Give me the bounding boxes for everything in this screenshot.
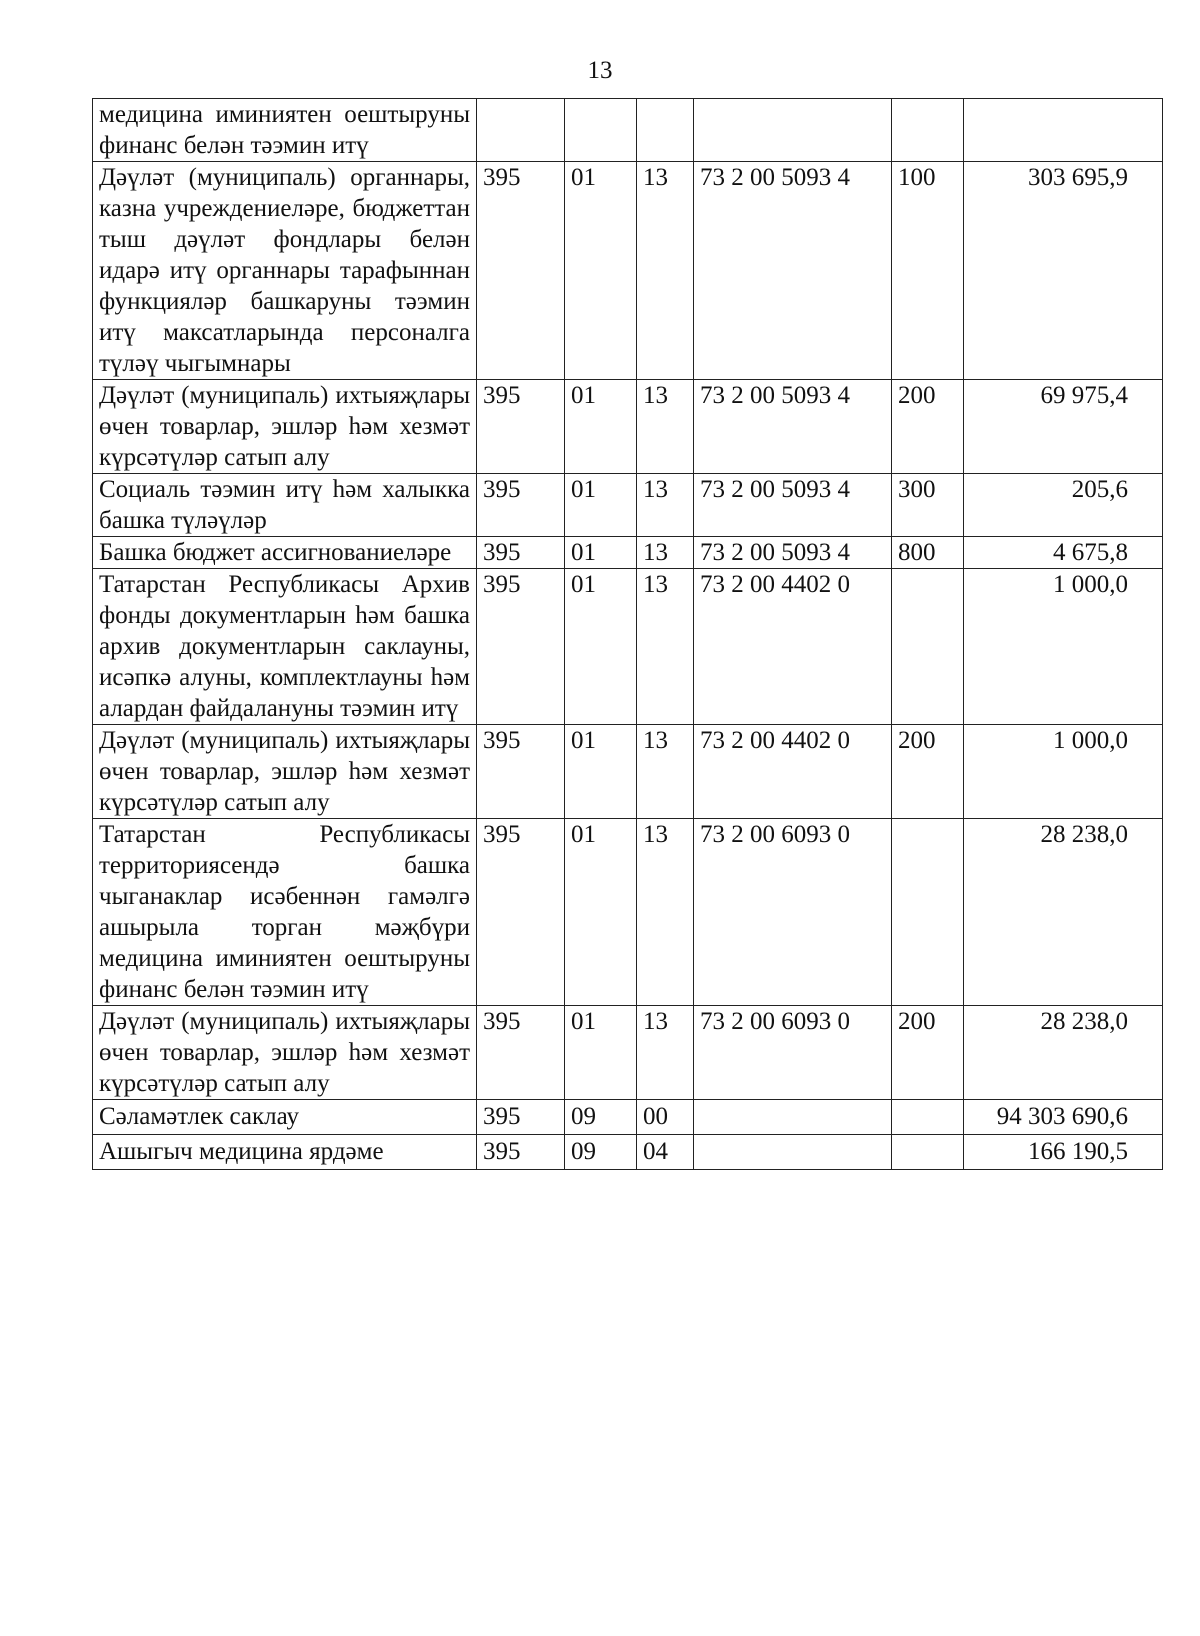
- table-row: [93, 725, 1163, 819]
- amount: 94 303 690,6: [964, 1100, 1163, 1135]
- table-row: [93, 819, 1163, 1006]
- amount: 4 675,8: [964, 537, 1163, 569]
- page-number: 13: [587, 57, 613, 84]
- expense-type-code: [892, 1135, 964, 1170]
- target-article-code: [694, 99, 892, 162]
- expense-type-code: [892, 569, 964, 725]
- expense-type-code: 100: [892, 162, 964, 380]
- row-description: Дәүләт (муниципаль) органнары, казна учреждениеләре, бюджеттан тыш дәүләт фондлары белән идарә итү органнары тарафыннан функцияләр башкаруны тәэмин итү максатларында персоналга түләү чыгымнары: [93, 162, 477, 380]
- table-row: [93, 99, 1163, 162]
- row-description: медицина иминиятен оештыруны финанс белән тәэмин итү: [93, 99, 477, 162]
- subsection-code: 13: [637, 474, 694, 537]
- target-article-code: 73 2 00 4402 0: [694, 569, 892, 725]
- section-code: 01: [565, 162, 637, 380]
- ministry-code: [477, 99, 565, 162]
- row-description: Дәүләт (муниципаль) ихтыяҗлары өчен товарлар, эшләр һәм хезмәт күрсәтүләр сатып алу: [93, 725, 477, 819]
- subsection-code: 13: [637, 569, 694, 725]
- section-code: 01: [565, 380, 637, 474]
- ministry-code: 395: [477, 380, 565, 474]
- table-row: [93, 162, 1163, 380]
- target-article-code: 73 2 00 6093 0: [694, 819, 892, 1006]
- target-article-code: 73 2 00 5093 4: [694, 162, 892, 380]
- section-code: 01: [565, 537, 637, 569]
- expense-type-code: 200: [892, 1006, 964, 1100]
- ministry-code: 395: [477, 725, 565, 819]
- expense-type-code: [892, 1100, 964, 1135]
- section-code: 01: [565, 725, 637, 819]
- section-code: 09: [565, 1135, 637, 1170]
- row-description: Социаль тәэмин итү һәм халыкка башка түләүләр: [93, 474, 477, 537]
- row-description: Татарстан Республикасы территориясендә башка чыганаклар исәбеннән гамәлгә ашырыла торган мәҗбүри медицина иминиятен оештыруны финанс белән тәэмин итү: [93, 819, 477, 1006]
- expense-type-code: 200: [892, 725, 964, 819]
- subsection-code: 13: [637, 162, 694, 380]
- subsection-code: 13: [637, 380, 694, 474]
- row-description: Дәүләт (муниципаль) ихтыяҗлары өчен товарлар, эшләр һәм хезмәт күрсәтүләр сатып алу: [93, 380, 477, 474]
- subsection-code: 13: [637, 725, 694, 819]
- table-row: [93, 1100, 1163, 1135]
- expense-type-code: 800: [892, 537, 964, 569]
- target-article-code: 73 2 00 5093 4: [694, 380, 892, 474]
- ministry-code: 395: [477, 1006, 565, 1100]
- section-code: [565, 99, 637, 162]
- ministry-code: 395: [477, 819, 565, 1006]
- target-article-code: 73 2 00 4402 0: [694, 725, 892, 819]
- subsection-code: 13: [637, 537, 694, 569]
- table-row: [93, 569, 1163, 725]
- amount: 28 238,0: [964, 819, 1163, 1006]
- amount: [964, 99, 1163, 162]
- table-row: [93, 537, 1163, 569]
- amount: 1 000,0: [964, 725, 1163, 819]
- table-row: [93, 1006, 1163, 1100]
- ministry-code: 395: [477, 162, 565, 380]
- ministry-code: 395: [477, 569, 565, 725]
- section-code: 09: [565, 1100, 637, 1135]
- row-description: Ашыгыч медицина ярдәме: [93, 1135, 477, 1170]
- expense-type-code: 300: [892, 474, 964, 537]
- ministry-code: 395: [477, 474, 565, 537]
- target-article-code: 73 2 00 5093 4: [694, 537, 892, 569]
- section-code: 01: [565, 569, 637, 725]
- table-row: [93, 1135, 1163, 1170]
- subsection-code: 13: [637, 1006, 694, 1100]
- subsection-code: 04: [637, 1135, 694, 1170]
- expense-type-code: 200: [892, 380, 964, 474]
- row-description: Сәламәтлек саклау: [93, 1100, 477, 1135]
- target-article-code: [694, 1100, 892, 1135]
- subsection-code: 13: [637, 819, 694, 1006]
- row-description: Татарстан Республикасы Архив фонды документларын һәм башка архив документларын саклауны, исәпкә алуны, комплектлауны һәм алардан файдалануны тәэмин итү: [93, 569, 477, 725]
- amount: 303 695,9: [964, 162, 1163, 380]
- ministry-code: 395: [477, 1100, 565, 1135]
- target-article-code: 73 2 00 6093 0: [694, 1006, 892, 1100]
- target-article-code: [694, 1135, 892, 1170]
- amount: 1 000,0: [964, 569, 1163, 725]
- target-article-code: 73 2 00 5093 4: [694, 474, 892, 537]
- subsection-code: [637, 99, 694, 162]
- amount: 205,6: [964, 474, 1163, 537]
- expense-type-code: [892, 819, 964, 1006]
- table-row: [93, 474, 1163, 537]
- subsection-code: 00: [637, 1100, 694, 1135]
- section-code: 01: [565, 819, 637, 1006]
- amount: 69 975,4: [964, 380, 1163, 474]
- section-code: 01: [565, 1006, 637, 1100]
- row-description: Дәүләт (муниципаль) ихтыяҗлары өчен товарлар, эшләр һәм хезмәт күрсәтүләр сатып алу: [93, 1006, 477, 1100]
- ministry-code: 395: [477, 1135, 565, 1170]
- ministry-code: 395: [477, 537, 565, 569]
- amount: 166 190,5: [964, 1135, 1163, 1170]
- row-description: Башка бюджет ассигнованиеләре: [93, 537, 477, 569]
- expense-type-code: [892, 99, 964, 162]
- budget-table: [92, 98, 1163, 1170]
- amount: 28 238,0: [964, 1006, 1163, 1100]
- table-row: [93, 380, 1163, 474]
- section-code: 01: [565, 474, 637, 537]
